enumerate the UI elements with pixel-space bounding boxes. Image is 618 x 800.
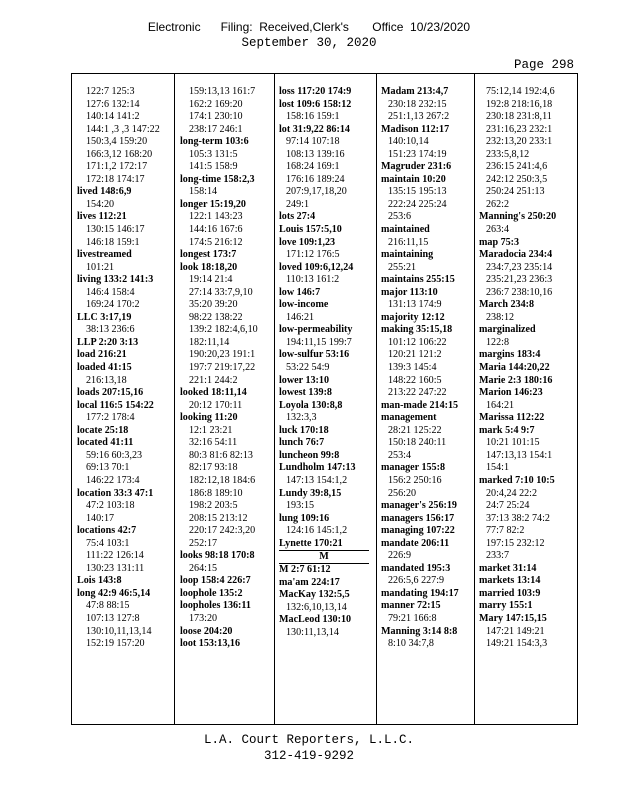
filed-date: September 30, 2020: [241, 36, 377, 50]
index-reference: 20:12 170:11: [189, 399, 243, 411]
index-term: loot 153:13,16: [180, 638, 240, 650]
index-term: March 234:8: [479, 299, 535, 311]
index-reference: 231:16,23 232:1: [486, 123, 553, 135]
index-reference: 47:8 88:15: [86, 600, 130, 612]
index-reference: 130:10,11,13,14: [86, 625, 152, 637]
index-reference: 32:16 54:11: [189, 437, 238, 449]
index-reference: 107:13 127:8: [86, 612, 140, 624]
index-term: loose 204:20: [180, 625, 233, 637]
index-reference: 77:7 82:2: [486, 525, 525, 537]
index-reference: 192:8 218:16,18: [486, 98, 553, 110]
index-term: LLC 3:17,19: [77, 311, 132, 323]
index-reference: 182:11,14: [189, 336, 230, 348]
index-reference: 135:15 195:13: [388, 186, 447, 198]
index-reference: 154:1: [486, 462, 509, 474]
index-reference: 150:18 240:11: [388, 437, 447, 449]
index-reference: 166:3,12 168:20: [86, 148, 153, 160]
index-term: lower 13:10: [279, 374, 329, 386]
index-reference: 35:20 39:20: [189, 299, 238, 311]
index-column-5: [475, 74, 579, 724]
index-reference: 232:13,20 233:1: [486, 136, 553, 148]
index-reference: 147:13 154:1,2: [286, 474, 348, 486]
index-term: manager's 256:19: [381, 500, 457, 512]
index-reference: 146:21: [286, 311, 315, 323]
index-term: marked 7:10 10:5: [479, 474, 555, 486]
index-reference: 221:1 244:2: [189, 374, 238, 386]
index-term: long 42:9 46:5,14: [77, 587, 151, 599]
index-reference: 174:1 230:10: [189, 111, 243, 123]
index-term: looking 11:20: [180, 412, 238, 424]
index-term: luck 170:18: [279, 424, 329, 436]
index-reference: 159:13,13 161:7: [189, 86, 256, 97]
index-term: Louis 157:5,10: [279, 224, 342, 236]
footer-phone: 312-419-9292: [263, 748, 354, 763]
index-reference: 216:11,15: [388, 236, 429, 248]
index-term: markets 13:14: [479, 575, 541, 587]
index-term: loved 109:6,12,24: [279, 261, 354, 273]
index-reference: 75:4 103:1: [86, 537, 130, 549]
index-reference: 122:1 143:23: [189, 211, 243, 223]
index-term: lowest 139:8: [279, 387, 332, 399]
index-term: lung 109:16: [279, 512, 330, 524]
index-reference: 132:3,3: [286, 412, 317, 424]
index-term: load 216:21: [77, 349, 127, 361]
index-term: Maria 144:20,22: [479, 362, 550, 374]
index-reference: 249:1: [286, 198, 309, 210]
page-number: Page 298: [513, 58, 574, 72]
index-term: Loyola 130:8,8: [279, 399, 343, 411]
index-term: mandating 194:17: [381, 587, 459, 599]
index-column-4: [377, 74, 475, 724]
index-reference: 80:3 81:6 82:13: [189, 449, 253, 461]
index-term: married 103:9: [479, 587, 541, 599]
index-reference: 226:9: [388, 550, 411, 562]
index-reference: 139:3 145:4: [388, 362, 437, 374]
index-reference: 146:18 159:1: [86, 236, 140, 248]
index-reference: 233:5,8,12: [486, 148, 530, 160]
index-reference: 47:2 103:18: [86, 500, 135, 512]
index-reference: 156:2 250:16: [388, 474, 442, 486]
index-term: Maradocia 234:4: [479, 249, 553, 261]
index-reference: 131:13 174:9: [388, 299, 442, 311]
index-term: man-made 214:15: [381, 399, 459, 411]
index-term: luncheon 99:8: [279, 449, 340, 461]
index-reference: 79:21 166:8: [388, 612, 437, 624]
index-reference: 146:22 173:4: [86, 474, 140, 486]
index-term: mark 5:4 9:7: [479, 424, 535, 436]
index-column-3: [275, 74, 377, 724]
index-reference: 162:2 169:20: [189, 98, 243, 110]
index-reference: 132:6,10,13,14: [286, 601, 347, 613]
index-term: map 75:3: [479, 236, 520, 248]
index-term: Lundholm 147:13: [279, 462, 356, 474]
index-reference: 190:20,23 191:1: [189, 349, 256, 361]
index-reference: 101:12 106:22: [388, 336, 447, 348]
index-reference: 130:15 146:17: [86, 224, 145, 236]
index-reference: 174:5 216:12: [189, 236, 243, 248]
index-reference: 151:23 174:19: [388, 148, 447, 160]
index-reference: 236:15 241:4,6: [486, 161, 548, 173]
index-reference: 12:1 23:21: [189, 424, 233, 436]
index-term: Manning's 250:20: [479, 211, 557, 223]
index-reference: 197:7 219:17,22: [189, 362, 256, 374]
index-reference: 238:17 246:1: [189, 123, 243, 135]
index-reference: 130:23 131:11: [86, 562, 145, 574]
index-reference: 252:17: [189, 537, 218, 549]
index-term: loaded 41:15: [77, 362, 132, 374]
index-reference: 144:1 ,3 ,3 147:22: [86, 123, 160, 135]
index-reference: 105:3 131:5: [189, 148, 238, 160]
index-term: lot 31:9,22 86:14: [279, 123, 350, 135]
index-reference: 140:10,14: [388, 136, 429, 148]
index-reference: 124:16 145:1,2: [286, 525, 348, 537]
index-reference: 176:16 189:24: [286, 173, 345, 185]
index-reference: 253:4: [388, 449, 411, 461]
index-reference: 110:13 161:2: [286, 274, 340, 286]
index-reference: 144:16 167:6: [189, 224, 243, 236]
index-reference: 173:20: [189, 612, 218, 624]
index-column-2: [175, 74, 275, 724]
index-term: maintained: [381, 224, 430, 236]
index-term: maintain 10:20: [381, 173, 446, 185]
index-term: LLP 2:20 3:13: [77, 336, 139, 348]
index-term: low-sulfur 53:16: [279, 349, 350, 361]
index-term: Manning 3:14 8:8: [381, 625, 458, 637]
index-term: lives 112:21: [77, 211, 127, 223]
index-reference: 264:15: [189, 562, 218, 574]
index-reference: 8:10 34:7,8: [388, 638, 434, 650]
index-term: market 31:14: [479, 562, 537, 574]
index-reference: 37:13 38:2 74:2: [486, 512, 550, 524]
index-reference: 146:4 158:4: [86, 286, 135, 298]
index-reference: 108:13 139:16: [286, 148, 345, 160]
index-term: maintaining: [381, 249, 434, 261]
index-reference: 10:21 101:15: [486, 437, 540, 449]
index-reference: 182:12,18 184:6: [189, 474, 256, 486]
index-term: managers 156:17: [381, 512, 455, 524]
index-term: lots 27:4: [279, 211, 316, 223]
index-reference: 208:15 213:12: [189, 512, 248, 524]
index-reference: 139:2 182:4,6,10: [189, 324, 258, 336]
index-term: loophole 135:2: [180, 587, 243, 599]
index-reference: 150:3,4 159:20: [86, 136, 148, 148]
index-term: marry 155:1: [479, 600, 533, 612]
index-reference: 158:14: [189, 186, 218, 198]
index-term: low-permeability: [279, 324, 353, 336]
index-reference: 152:19 157:20: [86, 638, 145, 650]
index-reference: 193:15: [286, 500, 315, 512]
index-reference: 53:22 54:9: [286, 362, 330, 374]
section-letter: M: [279, 550, 369, 564]
index-term: margins 183:4: [479, 349, 541, 361]
index-column-1: [72, 74, 175, 724]
index-reference: 154:20: [86, 198, 115, 210]
filing-stamp: Electronic Filing: Received,Clerk's Office 10/23/2020: [147, 20, 471, 34]
index-reference: 20:4,24 22:2: [486, 487, 538, 499]
index-reference: 263:4: [486, 224, 509, 236]
index-term: M 2:7 61:12: [279, 564, 331, 576]
index-reference: 140:14 141:2: [86, 111, 140, 123]
index-reference: 242:12 250:3,5: [486, 173, 548, 185]
index-reference: 97:14 107:18: [286, 136, 340, 148]
index-reference: 177:2 178:4: [86, 412, 135, 424]
index-reference: 230:18 231:8,11: [486, 111, 552, 123]
index-reference: 120:21 121:2: [388, 349, 442, 361]
footer: [0, 733, 618, 764]
index-reference: 216:13,18: [86, 374, 127, 386]
index-term: long-time 158:2,3: [180, 173, 255, 185]
index-term: loop 158:4 226:7: [180, 575, 251, 587]
index-term: manager 155:8: [381, 462, 446, 474]
index-reference: 75:12,14 192:4,6: [486, 86, 555, 97]
index-term: managing 107:22: [381, 525, 455, 537]
index-term: Mary 147:15,15: [479, 612, 547, 624]
index-reference: 256:20: [388, 487, 417, 499]
index-term: Marie 2:3 180:16: [479, 374, 553, 386]
index-term: Madison 112:17: [381, 123, 450, 135]
index-reference: 27:14 33:7,9,10: [189, 286, 253, 298]
index-reference: 140:17: [86, 512, 115, 524]
index-reference: 147:21 149:21: [486, 625, 545, 637]
index-term: Marissa 112:22: [479, 412, 545, 424]
index-reference: 234:7,23 235:14: [486, 261, 553, 273]
index-reference: 101:21: [86, 261, 115, 273]
index-term: loopholes 136:11: [180, 600, 251, 612]
index-reference: 19:14 21:4: [189, 274, 233, 286]
index-reference: 171:12 176:5: [286, 249, 340, 261]
index-reference: 147:13,13 154:1: [486, 449, 553, 461]
index-reference: 169:24 170:2: [86, 299, 140, 311]
index-reference: 194:11,15 199:7: [286, 336, 352, 348]
index-term: Magruder 231:6: [381, 161, 452, 173]
index-term: making 35:15,18: [381, 324, 453, 336]
index-term: Lundy 39:8,15: [279, 487, 342, 499]
index-reference: 59:16 60:3,23: [86, 449, 143, 461]
index-term: living 133:2 141:3: [77, 274, 154, 286]
index-term: long-term 103:6: [180, 136, 249, 148]
index-reference: 127:6 132:14: [86, 98, 140, 110]
index-reference: 171:1,2 172:17: [86, 161, 148, 173]
index-term: lived 148:6,9: [77, 186, 132, 198]
index-reference: 213:22 247:22: [388, 387, 447, 399]
index-reference: 69:13 70:1: [86, 462, 130, 474]
index-term: Marion 146:23: [479, 387, 543, 399]
index-reference: 111:22 126:14: [86, 550, 144, 562]
index-term: longest 173:7: [180, 249, 237, 261]
index-term: mandated 195:3: [381, 562, 451, 574]
index-reference: 226:5,6 227:9: [388, 575, 445, 587]
index-term: ma'am 224:17: [279, 576, 340, 588]
index-reference: 220:17 242:3,20: [189, 525, 256, 537]
index-reference: 168:24 169:1: [286, 161, 340, 173]
index-reference: 255:21: [388, 261, 417, 273]
index-reference: 149:21 154:3,3: [486, 638, 548, 650]
index-reference: 158:16 159:1: [286, 111, 340, 123]
index-reference: 24:7 25:24: [486, 500, 530, 512]
index-term: love 109:1,23: [279, 236, 336, 248]
index-term: location 33:3 47:1: [77, 487, 154, 499]
index-term: low 146:7: [279, 286, 321, 298]
index-reference: 253:6: [388, 211, 411, 223]
index-term: Lois 143:8: [77, 575, 122, 587]
index-term: loss 117:20 174:9: [279, 86, 352, 97]
index-reference: 122:8: [486, 336, 509, 348]
index-reference: 250:24 251:13: [486, 186, 545, 198]
index-reference: 172:18 174:17: [86, 173, 145, 185]
index-term: MacLeod 130:10: [279, 614, 352, 626]
index-reference: 186:8 189:10: [189, 487, 243, 499]
index-reference: 98:22 138:22: [189, 311, 243, 323]
index-term: look 18:18,20: [180, 261, 238, 273]
index-term: MacKay 132:5,5: [279, 589, 350, 601]
index-reference: 262:2: [486, 198, 509, 210]
index-term: looks 98:18 170:8: [180, 550, 255, 562]
index-term: locate 25:18: [77, 424, 129, 436]
index-reference: 164:21: [486, 399, 515, 411]
index-reference: 198:2 203:5: [189, 500, 238, 512]
index-term: major 113:10: [381, 286, 438, 298]
index-term: Madam 213:4,7: [381, 86, 449, 97]
index-reference: 197:15 232:12: [486, 537, 545, 549]
index-term: lost 109:6 158:12: [279, 98, 352, 110]
index-reference: 148:22 160:5: [388, 374, 442, 386]
index-frame: [71, 73, 578, 725]
index-reference: 141:5 158:9: [189, 161, 238, 173]
index-reference: 122:7 125:3: [86, 86, 135, 97]
index-reference: 236:7 238:10,16: [486, 286, 553, 298]
index-term: local 116:5 154:22: [77, 399, 154, 411]
index-reference: 38:13 236:6: [86, 324, 135, 336]
index-term: longer 15:19,20: [180, 198, 246, 210]
index-term: manner 72:15: [381, 600, 441, 612]
index-reference: 207:9,17,18,20: [286, 186, 347, 198]
index-reference: 130:11,13,14: [286, 626, 339, 638]
index-term: located 41:11: [77, 437, 134, 449]
index-term: livestreamed: [77, 249, 132, 261]
index-reference: 28:21 125:22: [388, 424, 442, 436]
index-term: maintains 255:15: [381, 274, 455, 286]
footer-company: L.A. Court Reporters, L.L.C.: [203, 733, 415, 747]
index-reference: 235:21,23 236:3: [486, 274, 553, 286]
index-reference: 233:7: [486, 550, 509, 562]
section-header: [275, 550, 376, 564]
index-term: loads 207:15,16: [77, 387, 144, 399]
index-term: Lynette 170:21: [279, 537, 343, 549]
index-term: marginalized: [479, 324, 536, 336]
index-reference: 82:17 93:18: [189, 462, 238, 474]
index-reference: 251:1,13 267:2: [388, 111, 450, 123]
index-term: majority 12:12: [381, 311, 445, 323]
index-term: locations 42:7: [77, 525, 137, 537]
index-term: low-income: [279, 299, 329, 311]
index-term: looked 18:11,14: [180, 387, 247, 399]
index-term: lunch 76:7: [279, 437, 325, 449]
index-reference: 222:24 225:24: [388, 198, 447, 210]
index-term: management: [381, 412, 437, 424]
index-reference: 230:18 232:15: [388, 98, 447, 110]
index-term: mandate 206:11: [381, 537, 450, 549]
index-reference: 238:12: [486, 311, 515, 323]
